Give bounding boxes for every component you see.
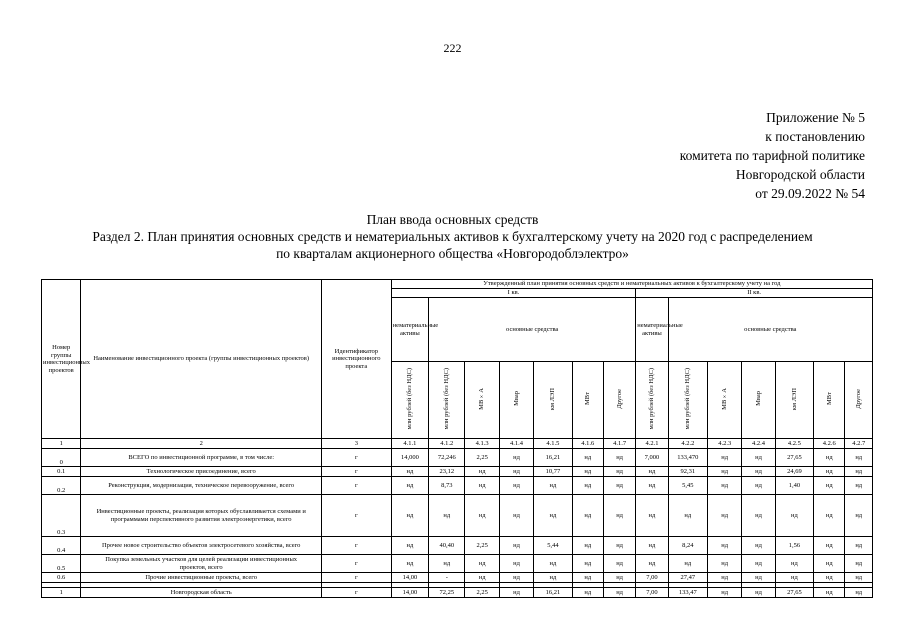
row-name: Реконструкция, модернизация, техническое перевооружение, всего <box>81 477 322 495</box>
row-value: 5,44 <box>534 537 572 555</box>
row-name: ВСЕГО по инвестиционной программе, в том числе: <box>81 449 322 467</box>
header-intangible-q1: нематериальные активы <box>391 298 428 362</box>
row-value: нд <box>775 495 813 537</box>
row-value: нд <box>636 537 668 555</box>
row-id: г <box>321 495 391 537</box>
row-id: г <box>321 477 391 495</box>
row-id: г <box>321 537 391 555</box>
row-value: 92,31 <box>668 467 707 477</box>
row-id: г <box>321 467 391 477</box>
unit-label: Мвар <box>512 391 520 407</box>
row-value: нд <box>845 588 873 598</box>
header-unit <box>742 362 775 439</box>
appendix-line: к постановлению <box>765 129 865 144</box>
row-value: 72,246 <box>429 449 465 467</box>
row-value: нд <box>814 477 845 495</box>
column-number: 3 <box>321 439 391 449</box>
row-number: 0.4 <box>42 537 81 555</box>
row-value: нд <box>668 555 707 573</box>
header-unit <box>499 362 533 439</box>
row-value: нд <box>603 573 635 583</box>
row-value: нд <box>465 477 499 495</box>
row-value: нд <box>465 467 499 477</box>
row-value: нд <box>708 588 742 598</box>
table-row <box>42 477 873 495</box>
row-value: 40,40 <box>429 537 465 555</box>
row-name: Новгородская область <box>81 588 322 598</box>
row-value: нд <box>708 537 742 555</box>
row-value: 14,00 <box>391 588 428 598</box>
row-value: нд <box>603 449 635 467</box>
unit-label: км ЛЭП <box>790 387 798 410</box>
row-value: нд <box>499 537 533 555</box>
row-value: нд <box>845 449 873 467</box>
unit-label: Мвар <box>754 391 762 407</box>
document-title <box>0 211 905 262</box>
row-number: 0.2 <box>42 477 81 495</box>
column-number: 4.1.6 <box>572 439 603 449</box>
header-group-number: Номер группы инвестиционных проектов <box>42 280 81 439</box>
row-value: нд <box>391 477 428 495</box>
row-value: нд <box>668 495 707 537</box>
row-value: 10,77 <box>534 467 572 477</box>
column-number: 4.1.4 <box>499 439 533 449</box>
row-value: 133,470 <box>668 449 707 467</box>
header-approved-plan: Утвержденный план принятия основных средств и нематериальных активов к бухгалтерскому учету на год <box>391 280 872 289</box>
appendix-line: от 29.09.2022 № 54 <box>755 186 865 201</box>
header-unit <box>572 362 603 439</box>
column-number: 1 <box>42 439 81 449</box>
column-number: 4.2.1 <box>636 439 668 449</box>
row-value: нд <box>814 537 845 555</box>
row-value: нд <box>534 573 572 583</box>
row-value: 16,21 <box>534 588 572 598</box>
row-value: нд <box>391 537 428 555</box>
column-number: 4.2.2 <box>668 439 707 449</box>
table-row <box>42 495 873 537</box>
row-value: нд <box>572 449 603 467</box>
row-value: нд <box>499 573 533 583</box>
row-value: нд <box>603 477 635 495</box>
header-fixed-assets-q1: основные средства <box>429 298 636 362</box>
row-value: нд <box>572 467 603 477</box>
unit-label: км ЛЭП <box>549 387 557 410</box>
row-value: 5,45 <box>668 477 707 495</box>
column-number: 4.1.5 <box>534 439 572 449</box>
row-value: нд <box>708 449 742 467</box>
header-project-id: Идентификатор инвестиционного проекта <box>321 280 391 439</box>
appendix-line: Приложение № 5 <box>766 110 865 125</box>
appendix-line: комитета по тарифной политике <box>679 148 865 163</box>
row-value: 23,12 <box>429 467 465 477</box>
row-name: Технологическое присоединение, всего <box>81 467 322 477</box>
title-line-3: по кварталам акционерного общества «Новгородоблэлектро» <box>276 246 629 261</box>
row-value: нд <box>636 555 668 573</box>
column-number: 2 <box>81 439 322 449</box>
row-value: 7,000 <box>636 449 668 467</box>
row-value: нд <box>429 555 465 573</box>
row-value: нд <box>465 495 499 537</box>
row-value: нд <box>742 467 775 477</box>
header-project-name: Наименование инвестиционного проекта (группы инвестиционных проектов) <box>81 280 322 439</box>
header-q2: II кв. <box>636 289 873 298</box>
row-value: нд <box>742 555 775 573</box>
table-row <box>42 537 873 555</box>
row-value: 133,47 <box>668 588 707 598</box>
row-value: нд <box>499 555 533 573</box>
row-value: нд <box>814 573 845 583</box>
row-value: нд <box>814 495 845 537</box>
unit-label: млн рублей (без НДС) <box>443 368 451 430</box>
header-unit <box>603 362 635 439</box>
investment-plan-table <box>41 279 873 598</box>
row-number: 0.5 <box>42 555 81 573</box>
row-number: 0.6 <box>42 573 81 583</box>
column-number: 4.1.7 <box>603 439 635 449</box>
row-value: 24,69 <box>775 467 813 477</box>
row-value: нд <box>391 555 428 573</box>
column-number: 4.2.5 <box>775 439 813 449</box>
row-value: нд <box>534 495 572 537</box>
table-row <box>42 588 873 598</box>
row-value: нд <box>534 555 572 573</box>
row-value: нд <box>465 573 499 583</box>
row-value: нд <box>429 495 465 537</box>
row-value: 27,65 <box>775 449 813 467</box>
appendix-block <box>680 108 865 203</box>
row-value: нд <box>499 449 533 467</box>
header-unit <box>708 362 742 439</box>
row-value: нд <box>708 555 742 573</box>
row-value: 14,00 <box>391 573 428 583</box>
row-value: нд <box>708 495 742 537</box>
row-value: нд <box>742 537 775 555</box>
unit-label: МВт <box>584 392 591 406</box>
header-intangible-q2: нематериальные активы <box>636 298 668 362</box>
row-value: нд <box>603 555 635 573</box>
row-value: нд <box>572 495 603 537</box>
row-value: 1,56 <box>775 537 813 555</box>
table-row <box>42 573 873 583</box>
row-value: 2,25 <box>465 588 499 598</box>
unit-label: млн рублей (без НДС) <box>684 368 692 430</box>
row-value: нд <box>465 555 499 573</box>
row-value: нд <box>708 467 742 477</box>
row-value: нд <box>603 467 635 477</box>
row-value: нд <box>814 449 845 467</box>
row-value: 27,47 <box>668 573 707 583</box>
header-unit <box>668 362 707 439</box>
row-value: нд <box>814 555 845 573</box>
row-number: 0.3 <box>42 495 81 537</box>
row-value: нд <box>534 477 572 495</box>
column-number-row <box>42 439 873 449</box>
row-value: 7,00 <box>636 588 668 598</box>
unit-label: млн рублей (без НДС) <box>648 368 656 430</box>
row-value: 1,40 <box>775 477 813 495</box>
unit-label: Другое <box>615 388 623 409</box>
row-value: нд <box>636 495 668 537</box>
row-value: нд <box>572 477 603 495</box>
header-unit <box>465 362 499 439</box>
row-value: нд <box>499 477 533 495</box>
header-unit <box>391 362 428 439</box>
unit-label: МВ×А <box>478 387 486 410</box>
row-value: нд <box>499 495 533 537</box>
row-value: нд <box>499 588 533 598</box>
row-id: г <box>321 573 391 583</box>
row-value: нд <box>603 495 635 537</box>
row-id: г <box>321 588 391 598</box>
header-unit <box>636 362 668 439</box>
row-number: 0 <box>42 449 81 467</box>
row-value: 2,25 <box>465 537 499 555</box>
row-value: нд <box>572 573 603 583</box>
header-fixed-assets-q2: основные средства <box>668 298 872 362</box>
table-row <box>42 449 873 467</box>
row-name: Прочие инвестиционные проекты, всего <box>81 573 322 583</box>
header-unit <box>534 362 572 439</box>
row-number: 1 <box>42 588 81 598</box>
unit-label: Другое <box>854 388 862 409</box>
row-value: нд <box>775 573 813 583</box>
row-value: 14,000 <box>391 449 428 467</box>
column-number: 4.2.4 <box>742 439 775 449</box>
page-number: 222 <box>443 41 462 55</box>
header-unit <box>814 362 845 439</box>
row-value: нд <box>572 588 603 598</box>
column-number: 4.2.7 <box>845 439 873 449</box>
row-name: Прочее новое строительство объектов электросетевого хозяйства, всего <box>81 537 322 555</box>
row-value: 8,24 <box>668 537 707 555</box>
row-value: нд <box>708 477 742 495</box>
row-value: нд <box>814 588 845 598</box>
row-value: нд <box>636 477 668 495</box>
row-value: нд <box>499 467 533 477</box>
row-value: нд <box>603 537 635 555</box>
column-number: 4.1.1 <box>391 439 428 449</box>
row-value: нд <box>742 495 775 537</box>
row-value: нд <box>742 449 775 467</box>
row-value: 2,25 <box>465 449 499 467</box>
row-value: нд <box>845 537 873 555</box>
row-value: нд <box>742 573 775 583</box>
row-value: 27,65 <box>775 588 813 598</box>
row-value: нд <box>391 495 428 537</box>
row-id: г <box>321 555 391 573</box>
row-value: нд <box>391 467 428 477</box>
title-line-1: План ввода основных средств <box>366 212 539 227</box>
row-value: нд <box>742 477 775 495</box>
row-value: нд <box>742 588 775 598</box>
column-number: 4.2.3 <box>708 439 742 449</box>
row-value: 7,00 <box>636 573 668 583</box>
row-value: нд <box>845 477 873 495</box>
row-value: нд <box>845 555 873 573</box>
header-unit <box>429 362 465 439</box>
header-q1: I кв. <box>391 289 636 298</box>
row-value: нд <box>603 588 635 598</box>
unit-label: млн рублей (без НДС) <box>406 368 414 430</box>
row-value: - <box>429 573 465 583</box>
appendix-line: Новгородской области <box>735 167 865 182</box>
unit-label: МВ×А <box>720 387 728 410</box>
header-unit <box>845 362 873 439</box>
column-number: 4.1.3 <box>465 439 499 449</box>
row-value: нд <box>845 573 873 583</box>
row-value: нд <box>845 467 873 477</box>
row-value: нд <box>845 495 873 537</box>
row-value: нд <box>572 555 603 573</box>
table-row <box>42 555 873 573</box>
row-value: 16,21 <box>534 449 572 467</box>
table-row <box>42 467 873 477</box>
row-value: 72,25 <box>429 588 465 598</box>
row-name: Покупка земельных участков для целей реализации инвестиционных проектов, всего <box>81 555 322 573</box>
unit-label: МВт <box>825 392 833 406</box>
row-value: нд <box>572 537 603 555</box>
row-name: Инвестиционные проекты, реализация которых обуславливается схемами и программами перспективного развития электроэнергетики, всего <box>81 495 322 537</box>
row-value: 8,73 <box>429 477 465 495</box>
row-number: 0.1 <box>42 467 81 477</box>
header-unit <box>775 362 813 439</box>
column-number: 4.2.6 <box>814 439 845 449</box>
title-line-2: Раздел 2. План принятия основных средств и нематериальных активов к бухгалтерскому учету на 2020 год с распределением <box>92 229 813 244</box>
column-number: 4.1.2 <box>429 439 465 449</box>
row-value: нд <box>814 467 845 477</box>
row-value: нд <box>775 555 813 573</box>
row-value: нд <box>708 573 742 583</box>
row-id: г <box>321 449 391 467</box>
row-value: нд <box>636 467 668 477</box>
